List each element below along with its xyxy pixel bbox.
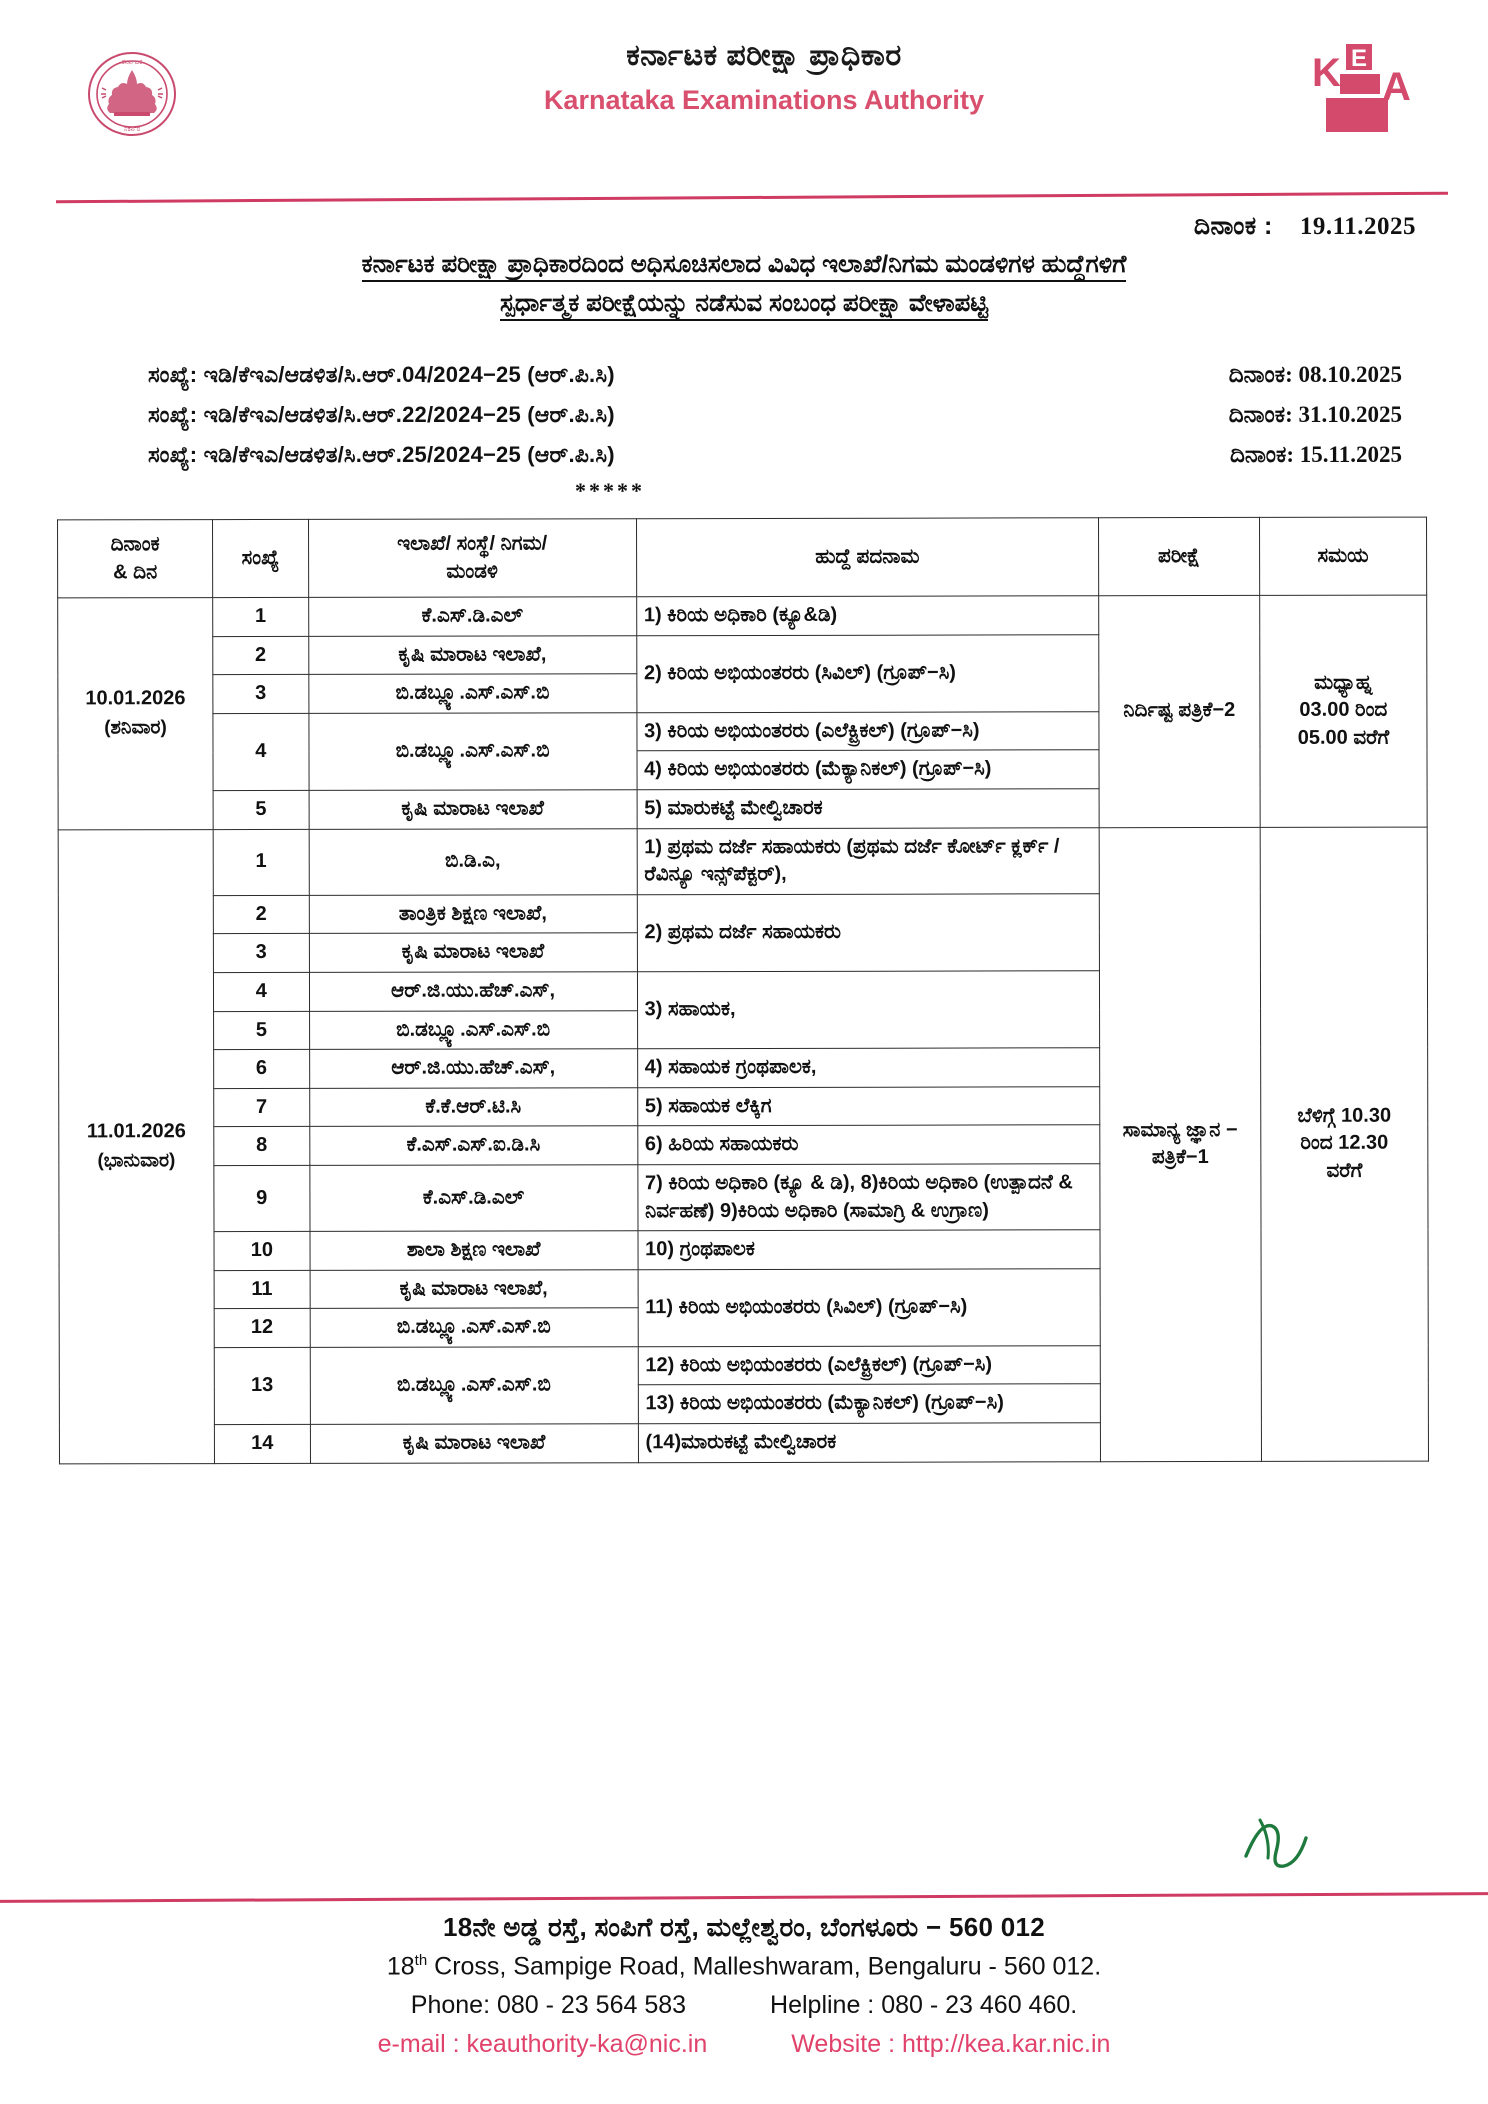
reference-row bbox=[148, 355, 1402, 395]
reference-row bbox=[148, 435, 1402, 475]
footer-helpline: Helpline : 080 - 23 460 460. bbox=[770, 1991, 1078, 2020]
cell-sno: 14 bbox=[214, 1425, 310, 1464]
svg-text:ಕರ್ನಾಟಕ: ಕರ್ನಾಟಕ bbox=[121, 59, 143, 66]
cell-post: (14)ಮಾರುಕಟ್ಟೆ ಮೇಲ್ವಿಚಾರಕ bbox=[638, 1423, 1100, 1463]
cell-sno: 6 bbox=[214, 1050, 310, 1089]
cell-sno: 3 bbox=[213, 934, 309, 973]
reference-number: ಸಂಖ್ಯೆ: ಇಡಿ/ಕೆಇಎ/ಆಡಳಿತ/ಸಿ.ಆರ್.22/2024−25 (ಆರ್.ಪಿ.ಸಿ) bbox=[148, 401, 615, 427]
cell-department: ಬಿ.ಡಿ.ಎ, bbox=[309, 828, 637, 895]
cell-sno: 5 bbox=[213, 790, 309, 829]
exam-schedule-table-wrapper bbox=[57, 517, 1429, 1465]
page-footer bbox=[0, 1912, 1488, 2059]
exam-schedule-table bbox=[57, 517, 1429, 1465]
column-header-sno: ಸಂಖ್ಯೆ bbox=[213, 519, 309, 597]
footer-divider bbox=[0, 1892, 1488, 1903]
footer-address-english: 18th Cross, Sampige Road, Malleshwaram, Bengaluru - 560 012. bbox=[386, 1952, 1102, 1981]
cell-exam-paper: ನಿರ್ದಿಷ್ಟ ಪತ್ರಿಕೆ−2 bbox=[1099, 595, 1261, 827]
kannada-org-title: ಕರ್ನಾಟಕ ಪರೀಕ್ಷಾ ಪ್ರಾಧಿಕಾರ bbox=[626, 39, 902, 72]
footer-phone: Phone: 080 - 23 564 583 bbox=[410, 1991, 687, 2020]
cell-sno: 11 bbox=[214, 1270, 310, 1309]
cell-department: ಬಿ.ಡಬ್ಲ್ಯೂ.ಎಸ್.ಎಸ್.ಬಿ bbox=[310, 1347, 638, 1425]
reference-list bbox=[0, 355, 1488, 504]
cell-post: 2) ಪ್ರಥಮ ದರ್ಜೆ ಸಹಾಯಕರು bbox=[637, 894, 1099, 972]
cell-post: 5) ಮಾರುಕಟ್ಟೆ ಮೇಲ್ವಿಚಾರಕ bbox=[637, 789, 1099, 829]
section-separator: ***** bbox=[575, 478, 645, 504]
cell-department: ಬಿ.ಡಬ್ಲ್ಯೂ.ಎಸ್.ಎಸ್.ಬಿ bbox=[308, 713, 636, 791]
table-row bbox=[58, 827, 1427, 896]
footer-links-row bbox=[0, 2030, 1488, 2059]
column-header-post: ಹುದ್ದೆ ಪದನಾಮ bbox=[636, 518, 1098, 597]
cell-post: 1) ಪ್ರಥಮ ದರ್ಜೆ ಸಹಾಯಕರು (ಪ್ರಥಮ ದರ್ಜೆ ಕೋರ್ಟ್ ಕ್ಲರ್ಕ್ / ರೆವಿನ್ಯೂ ಇನ್ಸ್‌ಪೆಕ್ಟರ್), bbox=[637, 827, 1099, 894]
reference-number: ಸಂಖ್ಯೆ: ಇಡಿ/ಕೆಇಎ/ಆಡಳಿತ/ಸಿ.ಆರ್.25/2024−25 (ಆರ್.ಪಿ.ಸಿ) bbox=[148, 441, 615, 467]
cell-department: ಕೆ.ಎಸ್.ಡಿ.ಎಲ್ bbox=[308, 597, 636, 636]
cell-post: 3) ಸಹಾಯಕ, bbox=[637, 971, 1099, 1049]
cell-sno: 2 bbox=[213, 636, 309, 675]
cell-department: ಆರ್.ಜಿ.ಯು.ಹೆಚ್.ಎಸ್, bbox=[309, 1049, 637, 1088]
page-header bbox=[0, 0, 1488, 150]
table-row bbox=[58, 595, 1427, 636]
cell-sno: 12 bbox=[214, 1309, 310, 1348]
cell-department: ಬಿ.ಡಬ್ಲ್ಯೂ.ಎಸ್.ಎಸ್.ಬಿ bbox=[309, 1010, 637, 1049]
cell-department: ಆರ್.ಜಿ.ಯು.ಹೆಚ್.ಎಸ್, bbox=[309, 972, 637, 1011]
document-date-label: ದಿನಾಂಕ : bbox=[1193, 212, 1273, 240]
cell-department: ಬಿ.ಡಬ್ಲ್ಯೂ.ಎಸ್.ಎಸ್.ಬಿ bbox=[310, 1308, 638, 1347]
header-divider bbox=[56, 192, 1448, 204]
cell-exam-date: 10.01.2026 (ಶನಿವಾರ) bbox=[58, 598, 214, 830]
footer-email[interactable]: e-mail : keauthority-ka@nic.in bbox=[377, 2030, 708, 2059]
cell-department: ಕೆ.ಕೆ.ಆರ್.ಟಿ.ಸಿ bbox=[309, 1087, 637, 1126]
footer-website[interactable]: Website : http://kea.kar.nic.in bbox=[791, 2030, 1111, 2059]
cell-sno: 2 bbox=[213, 895, 309, 934]
reference-row bbox=[148, 395, 1402, 435]
cell-post: 4) ಸಹಾಯಕ ಗ್ರಂಥಪಾಲಕ, bbox=[637, 1048, 1099, 1088]
svg-text:ಸರ್ಕಾರ: ಸರ್ಕಾರ bbox=[123, 126, 141, 133]
column-header-department: ಇಲಾಖೆ/ ಸಂಸ್ಥೆ/ ನಿಗಮ/ ಮಂಡಳಿ bbox=[308, 519, 636, 598]
cell-sno: 1 bbox=[213, 597, 309, 636]
cell-department: ಕೃಷಿ ಮಾರಾಟ ಇಲಾಖೆ, bbox=[308, 635, 636, 674]
cell-sno: 10 bbox=[214, 1232, 310, 1271]
cell-exam-date: 11.01.2026 (ಭಾನುವಾರ) bbox=[58, 829, 214, 1463]
cell-post: 11) ಕಿರಿಯ ಅಭಿಯಂತರರು (ಸಿವಿಲ್) (ಗ್ರೂಪ್−ಸಿ) bbox=[638, 1268, 1100, 1346]
cell-post: 5) ಸಹಾಯಕ ಲೆಕ್ಕಿಗ bbox=[637, 1087, 1099, 1127]
column-header-date: ದಿನಾಂಕ & ದಿನ bbox=[58, 520, 213, 598]
cell-post: 1) ಕಿರಿಯ ಅಧಿಕಾರಿ (ಕ್ಯೂ&ಡಿ) bbox=[636, 596, 1098, 636]
cell-sno: 4 bbox=[213, 713, 309, 790]
cell-post: 10) ಗ್ರಂಥಪಾಲಕ bbox=[638, 1230, 1100, 1270]
cell-sno: 5 bbox=[214, 1011, 310, 1050]
table-header-row bbox=[58, 517, 1427, 598]
document-date-value: 19.11.2025 bbox=[1299, 213, 1416, 240]
footer-contact-row bbox=[0, 1991, 1488, 2020]
cell-sno: 3 bbox=[213, 675, 309, 714]
english-org-title: Karnataka Examinations Authority bbox=[543, 85, 985, 115]
page-title-line-2: ಸ್ಪರ್ಧಾತ್ಮಕ ಪರೀಕ್ಷೆಯನ್ನು ನಡೆಸುವ ಸಂಬಂಧ ಪರೀಕ್ಷಾ ವೇಳಾಪಟ್ಟಿ bbox=[500, 290, 988, 321]
cell-post: 3) ಕಿರಿಯ ಅಭಿಯಂತರರು (ಎಲೆಕ್ಟ್ರಿಕಲ್) (ಗ್ರೂಪ್−ಸಿ) bbox=[637, 712, 1099, 752]
cell-sno: 4 bbox=[214, 972, 310, 1011]
cell-post: 2) ಕಿರಿಯ ಅಭಿಯಂತರರು (ಸಿವಿಲ್) (ಗ್ರೂಪ್−ಸಿ) bbox=[636, 634, 1098, 712]
cell-department: ಕೆ.ಎಸ್.ಎಸ್.ಐ.ಡಿ.ಸಿ bbox=[309, 1126, 637, 1165]
cell-exam-paper: ಸಾಮಾನ್ಯ ಜ್ಞಾನ − ಪತ್ರಿಕೆ−1 bbox=[1099, 827, 1261, 1461]
reference-date: ದಿನಾಂಕ: 31.10.2025 bbox=[1228, 401, 1402, 427]
kea-logo-icon bbox=[1296, 42, 1416, 138]
page-title bbox=[150, 246, 1338, 323]
cell-sno: 9 bbox=[214, 1165, 310, 1231]
reference-number: ಸಂಖ್ಯೆ: ಇಡಿ/ಕೆಇಎ/ಆಡಳಿತ/ಸಿ.ಆರ್.04/2024−25 (ಆರ್.ಪಿ.ಸಿ) bbox=[148, 362, 615, 388]
karnataka-emblem-icon bbox=[86, 48, 178, 140]
cell-post: 6) ಹಿರಿಯ ಸಹಾಯಕರು bbox=[637, 1125, 1099, 1165]
cell-sno: 7 bbox=[214, 1088, 310, 1127]
svg-text:K: K bbox=[1312, 51, 1341, 95]
cell-sno: 8 bbox=[214, 1127, 310, 1166]
header-titles bbox=[40, 38, 1488, 116]
cell-exam-time: ಮಧ್ಯಾಹ್ನ 03.00 ರಿಂದ 05.00 ವರೆಗೆ bbox=[1260, 595, 1428, 827]
svg-text:A: A bbox=[1382, 65, 1411, 109]
cell-post: 7) ಕಿರಿಯ ಅಧಿಕಾರಿ (ಕ್ಯೂ & ಡಿ), 8)ಕಿರಿಯ ಅಧಿಕಾರಿ (ಉತ್ಪಾದನೆ & ನಿರ್ವಹಣೆ) 9)ಕಿರಿಯ ಅಧಿಕಾರಿ (ಸಾಮಾಗ್ರಿ & ಉಗ್ರಾಣ) bbox=[637, 1164, 1099, 1231]
page-title-line-1: ಕರ್ನಾಟಕ ಪರೀಕ್ಷಾ ಪ್ರಾಧಿಕಾರದಿಂದ ಅಧಿಸೂಚಿಸಲಾದ ವಿವಿಧ ಇಲಾಖೆ/ನಿಗಮ ಮಂಡಳಿಗಳ ಹುದ್ದೆಗಳಿಗೆ bbox=[362, 251, 1127, 282]
cell-department: ತಾಂತ್ರಿಕ ಶಿಕ್ಷಣ ಇಲಾಖೆ, bbox=[309, 895, 637, 934]
cell-department: ಶಾಲಾ ಶಿಕ್ಷಣ ಇಲಾಖೆ bbox=[310, 1231, 638, 1270]
ordinal-suffix: th bbox=[414, 1952, 428, 1969]
column-header-time: ಸಮಯ bbox=[1259, 517, 1426, 595]
cell-department: ಕೆ.ಎಸ್.ಡಿ.ಎಲ್ bbox=[309, 1165, 637, 1232]
cell-department: ಕೃಷಿ ಮಾರಾಟ ಇಲಾಖೆ, bbox=[310, 1269, 638, 1308]
reference-date: ದಿನಾಂಕ: 15.11.2025 bbox=[1230, 441, 1402, 467]
document-date bbox=[1194, 212, 1416, 241]
reference-date: ದಿನಾಂಕ: 08.10.2025 bbox=[1228, 362, 1402, 388]
cell-department: ಬಿ.ಡಬ್ಲ್ಯೂ.ಎಸ್.ಎಸ್.ಬಿ bbox=[308, 674, 636, 713]
cell-sno: 13 bbox=[214, 1347, 310, 1424]
cell-post: 12) ಕಿರಿಯ ಅಭಿಯಂತರರು (ಎಲೆಕ್ಟ್ರಿಕಲ್) (ಗ್ರೂಪ್−ಸಿ) bbox=[638, 1346, 1100, 1386]
cell-department: ಕೃಷಿ ಮಾರಾಟ ಇಲಾಖೆ bbox=[310, 1424, 638, 1463]
cell-post: 13) ಕಿರಿಯ ಅಭಿಯಂತರರು (ಮೆಕ್ಯಾನಿಕಲ್) (ಗ್ರೂಪ್−ಸಿ) bbox=[638, 1384, 1100, 1424]
cell-department: ಕೃಷಿ ಮಾರಾಟ ಇಲಾಖೆ bbox=[309, 933, 637, 972]
cell-exam-time: ಬೆಳಿಗ್ಗೆ 10.30 ರಿಂದ 12.30 ವರೆಗೆ bbox=[1260, 827, 1428, 1461]
footer-address-kannada: 18ನೇ ಅಡ್ಡ ರಸ್ತೆ, ಸಂಪಿಗೆ ರಸ್ತೆ, ಮಲ್ಲೇಶ್ವರಂ, ಬೆಂಗಳೂರು − 560 012 bbox=[442, 1912, 1046, 1942]
cell-sno: 1 bbox=[213, 829, 309, 895]
cell-department: ಕೃಷಿ ಮಾರಾಟ ಇಲಾಖೆ bbox=[309, 790, 637, 829]
svg-text:E: E bbox=[1350, 45, 1368, 72]
column-header-exam: ಪರೀಕ್ಷೆ bbox=[1098, 517, 1259, 595]
signature-mark bbox=[1230, 1800, 1340, 1886]
cell-post: 4) ಕಿರಿಯ ಅಭಿಯಂತರರು (ಮೆಕ್ಯಾನಿಕಲ್) (ಗ್ರೂಪ್−ಸಿ) bbox=[637, 750, 1099, 790]
